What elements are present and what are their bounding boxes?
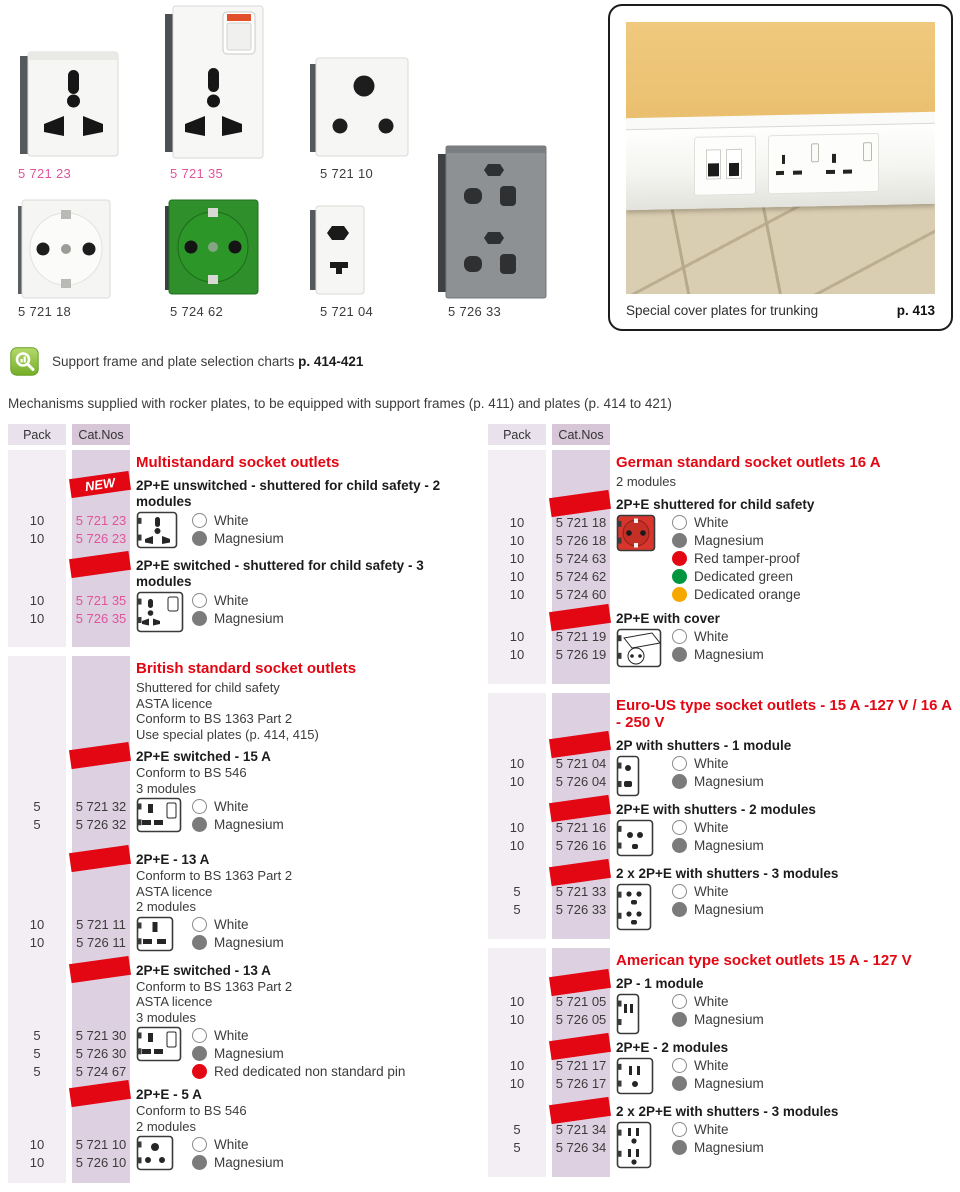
pack-quantity: 5 [513, 1122, 521, 1137]
color-dot-icon [672, 533, 687, 548]
new-badge [549, 489, 611, 516]
catalog-number: 5 726 32 [75, 816, 127, 832]
pack-quantity: 5 [513, 1140, 521, 1155]
color-dot-icon [192, 531, 207, 546]
color-label: Magnesium [694, 1140, 764, 1155]
table-section [488, 450, 954, 684]
catalog-number: 5 721 34 [555, 1122, 607, 1137]
selection-note-page-ref: p. 414-421 [298, 354, 364, 369]
right-product-table [488, 424, 954, 1186]
color-dot-icon [192, 1137, 207, 1152]
color-label: Magnesium [694, 533, 764, 548]
product-title: 2P+E unswitched - shuttered for child safety - 2 modules [136, 478, 441, 509]
product-thumbnail-icon [616, 628, 662, 671]
catalog-number: 5 721 23 [75, 512, 127, 528]
description-line: Use special plates (p. 414, 415) [136, 726, 319, 742]
product-row [8, 916, 470, 934]
color-dot-icon [192, 817, 207, 832]
photo-code-label: 5 721 23 [18, 166, 72, 181]
color-dot-icon [672, 587, 687, 602]
product-thumbnail-icon [136, 797, 182, 836]
product-row [8, 591, 470, 609]
product-thumbnail-icon [136, 1026, 182, 1065]
catnos-header-cell: Cat.Nos [72, 424, 130, 445]
product-row [488, 755, 954, 773]
product-row [488, 773, 954, 791]
product-row [488, 1121, 954, 1139]
product-group [8, 1087, 470, 1175]
color-dot-icon [672, 756, 687, 771]
color-dot-icon [672, 994, 687, 1009]
product-group [488, 1104, 954, 1169]
table-header [8, 424, 470, 445]
product-group [488, 976, 954, 1033]
product-row [488, 1011, 954, 1029]
product-title: 2P+E shuttered for child safety [616, 496, 815, 512]
catalog-number: 5 726 05 [555, 1012, 607, 1027]
feature-caption: Special cover plates for trunking [626, 302, 819, 318]
new-badge [549, 1032, 611, 1059]
product-row [8, 529, 470, 547]
catalog-number: 5 726 19 [555, 647, 607, 662]
pack-quantity: 5 [33, 798, 41, 814]
section-title: German standard socket outlets 16 A [616, 454, 881, 471]
product-row [488, 901, 954, 919]
product-group [488, 866, 954, 931]
catalog-number: 5 721 10 [75, 1136, 127, 1152]
catalog-number: 5 726 23 [75, 530, 127, 546]
product-row [488, 550, 954, 568]
catalog-number: 5 726 11 [76, 935, 126, 950]
feature-box [608, 4, 953, 331]
product-title: 2P+E - 13 A [136, 852, 210, 867]
color-label: Dedicated orange [694, 587, 801, 602]
photo-code-label: 5 721 10 [320, 166, 374, 181]
product-group [8, 749, 470, 845]
catalog-number: 5 721 17 [555, 1058, 607, 1073]
color-label: Red tamper-proof [694, 551, 800, 566]
product-photo-multistandard-2m [16, 48, 120, 163]
pack-quantity: 5 [33, 1063, 41, 1079]
pack-quantity: 5 [33, 1027, 41, 1043]
product-row [8, 1044, 470, 1062]
pack-quantity: 10 [29, 1136, 45, 1152]
description-line: Conform to BS 546 [136, 765, 247, 780]
pack-quantity: 5 [513, 884, 521, 899]
table-section [488, 948, 954, 1177]
product-title: 2P+E - 2 modules [616, 1039, 729, 1055]
product-title: 2P+E switched - 15 A [136, 749, 271, 764]
color-label: White [694, 756, 729, 771]
intro-note: Mechanisms supplied with rocker plates, to be equipped with support frames (p. 411) and plates (p. 414 to 421) [8, 396, 672, 411]
description-line: 3 modules [136, 1009, 196, 1025]
color-label: White [694, 1058, 729, 1073]
photo-code-label: 5 721 35 [170, 166, 224, 181]
catalog-number: 5 726 30 [75, 1045, 127, 1061]
product-group [8, 852, 470, 956]
catalog-number: 5 721 05 [555, 994, 607, 1009]
table-section [8, 450, 470, 647]
pack-quantity: 10 [29, 512, 45, 528]
photo-code-label: 5 721 04 [320, 304, 374, 319]
description-line: Conform to BS 1363 Part 2 [136, 978, 293, 994]
color-dot-icon [192, 593, 207, 608]
product-thumbnail-icon [616, 1057, 654, 1098]
color-label: White [214, 1027, 249, 1043]
catalog-number: 5 721 19 [555, 629, 607, 644]
product-row [8, 797, 470, 815]
product-row [8, 1135, 470, 1153]
pack-quantity: 10 [29, 610, 45, 626]
new-badge [549, 794, 611, 821]
new-badge [549, 858, 611, 885]
product-group [488, 738, 954, 795]
color-label: Magnesium [694, 647, 764, 662]
catalog-number: 5 721 11 [76, 917, 126, 932]
product-row [488, 883, 954, 901]
new-badge [549, 603, 611, 630]
pack-quantity: 5 [513, 902, 521, 917]
product-row [488, 1139, 954, 1157]
product-title: 2 x 2P+E with shutters - 3 modules [616, 865, 839, 881]
product-group [8, 474, 470, 551]
color-label: White [694, 994, 729, 1009]
selection-note-text: Support frame and plate selection charts [52, 354, 299, 369]
catalog-number: 5 726 35 [75, 610, 127, 626]
product-thumbnail-icon [616, 1121, 652, 1172]
photo-code-label: 5 724 62 [170, 304, 224, 319]
color-label: Magnesium [694, 838, 764, 853]
pack-header-cell: Pack [488, 424, 546, 445]
catalog-number: 5 726 18 [555, 533, 607, 548]
product-thumbnail-icon [136, 916, 174, 955]
pack-quantity: 10 [509, 515, 525, 530]
product-thumbnail-icon [616, 993, 640, 1038]
color-label: Magnesium [694, 774, 764, 789]
double-socket-plate [768, 133, 879, 194]
pack-header-cell: Pack [8, 424, 66, 445]
catalog-number: 5 721 30 [75, 1027, 127, 1043]
color-dot-icon [192, 1046, 207, 1061]
catalog-number: 5 726 10 [75, 1154, 127, 1170]
color-dot-icon [192, 935, 207, 950]
description-line: 2 modules [136, 899, 196, 914]
product-thumbnail-icon [616, 883, 652, 934]
product-row [488, 837, 954, 855]
new-badge [549, 1096, 611, 1123]
pack-quantity: 10 [509, 629, 525, 644]
product-row [488, 514, 954, 532]
description-line: 2 modules [136, 1118, 196, 1134]
product-row [8, 511, 470, 529]
pack-quantity: 10 [509, 838, 525, 853]
color-label: White [694, 820, 729, 835]
pack-quantity: 10 [509, 756, 525, 771]
left-product-table [8, 424, 470, 1192]
product-photo-german-schuko-green [163, 198, 260, 299]
product-row [8, 1062, 470, 1080]
color-label: Magnesium [214, 935, 284, 950]
pack-quantity: 10 [509, 820, 525, 835]
trunking-photo [626, 22, 935, 294]
color-label: Red dedicated non standard pin [214, 1063, 406, 1079]
product-photo-euro-us-double-magnesium [436, 144, 550, 303]
color-dot-icon [672, 1140, 687, 1155]
pack-quantity: 10 [509, 587, 525, 602]
product-row [488, 586, 954, 604]
color-dot-icon [192, 799, 207, 814]
color-dot-icon [672, 902, 687, 917]
color-dot-icon [192, 917, 207, 932]
catalog-number: 5 726 16 [555, 838, 607, 853]
color-label: Magnesium [214, 1154, 284, 1170]
product-title: 2P with shutters - 1 module [616, 737, 792, 753]
pack-quantity: 10 [509, 1076, 525, 1091]
product-thumbnail-icon [616, 755, 640, 800]
section-title: Multistandard socket outlets [136, 454, 340, 471]
pack-quantity: 10 [29, 1154, 45, 1170]
table-section [8, 656, 470, 1183]
pack-quantity: 10 [509, 1012, 525, 1027]
photo-code-label: 5 726 33 [448, 304, 502, 319]
product-row [8, 609, 470, 627]
catalog-number: 5 724 63 [555, 551, 607, 566]
product-thumbnail-icon [136, 591, 184, 636]
product-title: 2P+E switched - shuttered for child safety - 3 modules [136, 558, 424, 589]
description-line: Conform to BS 1363 Part 2 [136, 868, 293, 883]
product-row [488, 532, 954, 550]
product-row [488, 993, 954, 1011]
color-dot-icon [672, 774, 687, 789]
product-photo-british-round-pin [308, 56, 410, 161]
color-label: Magnesium [214, 530, 284, 546]
color-dot-icon [672, 515, 687, 530]
catalog-number: 5 726 33 [555, 902, 607, 917]
pack-quantity: 10 [509, 994, 525, 1009]
rj45-plate [694, 136, 756, 196]
catnos-header-cell: Cat.Nos [552, 424, 610, 445]
product-row [488, 568, 954, 586]
color-dot-icon [672, 1058, 687, 1073]
color-dot-icon [192, 1064, 207, 1079]
product-row [488, 1075, 954, 1093]
color-dot-icon [672, 1012, 687, 1027]
product-group [488, 611, 954, 676]
product-photo-euro-us-1m [308, 204, 366, 299]
new-badge [549, 730, 611, 757]
product-thumbnail-icon [136, 1135, 174, 1174]
product-group [488, 497, 954, 604]
table-section [488, 693, 954, 939]
product-photo-german-schuko-white [16, 198, 112, 303]
trunking-band [626, 122, 935, 210]
product-row [8, 1026, 470, 1044]
description-line: ASTA licence [136, 695, 213, 711]
product-photo-multistandard-3m-switched [163, 4, 265, 163]
color-label: Magnesium [214, 816, 284, 832]
color-label: White [214, 512, 249, 528]
color-label: White [214, 917, 249, 932]
catalog-number: 5 721 33 [555, 884, 607, 899]
product-title: 2 x 2P+E with shutters - 3 modules [616, 1103, 839, 1119]
pack-quantity: 5 [33, 1045, 41, 1061]
selection-note [10, 347, 363, 376]
product-row [488, 646, 954, 664]
color-label: White [694, 1122, 729, 1137]
pack-quantity: 5 [33, 816, 41, 832]
color-label: Magnesium [694, 1076, 764, 1091]
catalog-number: 5 721 35 [75, 592, 127, 608]
section-title: American type socket outlets 15 A - 127 V [616, 951, 912, 969]
catalog-number: 5 726 04 [555, 774, 607, 789]
product-thumbnail-icon [616, 514, 656, 555]
color-label: Magnesium [694, 1012, 764, 1027]
catalog-number: 5 724 62 [555, 569, 607, 584]
product-title: 2P+E with cover [616, 610, 720, 626]
description-line: Shuttered for child safety [136, 680, 280, 695]
color-dot-icon [192, 1155, 207, 1170]
pack-quantity: 10 [509, 1058, 525, 1073]
color-label: Dedicated green [694, 569, 794, 584]
product-row [488, 628, 954, 646]
catalog-number: 5 726 34 [555, 1140, 607, 1155]
color-dot-icon [672, 1122, 687, 1137]
product-group [488, 802, 954, 859]
section-title: Euro-US type socket outlets - 15 A -127 V / 16 A - 250 V [616, 696, 952, 731]
color-dot-icon [672, 884, 687, 899]
pack-quantity: 10 [509, 551, 525, 566]
color-label: White [694, 629, 729, 644]
pack-quantity: 10 [29, 917, 45, 932]
feature-page-ref: p. 413 [896, 302, 935, 318]
section-title: British standard socket outlets [136, 660, 357, 677]
color-label: Magnesium [214, 1045, 284, 1061]
product-row [8, 934, 470, 952]
pack-quantity: 10 [509, 569, 525, 584]
product-title: 2P+E with shutters - 2 modules [616, 801, 816, 817]
product-row [8, 1153, 470, 1171]
color-label: White [694, 884, 729, 899]
color-dot-icon [192, 611, 207, 626]
product-title: 2P+E - 5 A [136, 1087, 202, 1102]
color-dot-icon [672, 1076, 687, 1091]
catalog-number: 5 721 32 [75, 798, 127, 814]
product-group [8, 558, 470, 639]
new-badge [549, 968, 611, 995]
catalog-number: 5 726 17 [555, 1076, 607, 1091]
color-label: White [214, 1136, 249, 1152]
color-dot-icon [192, 1028, 207, 1043]
description-line: 2 modules [616, 474, 676, 489]
catalog-number: 5 724 67 [75, 1063, 127, 1079]
product-row [488, 819, 954, 837]
color-dot-icon [192, 513, 207, 528]
catalog-number: 5 721 04 [555, 756, 607, 771]
product-row [8, 815, 470, 833]
new-badge [69, 551, 131, 578]
product-thumbnail-icon [136, 511, 178, 552]
catalog-number: 5 724 60 [555, 587, 607, 602]
product-thumbnail-icon [616, 819, 654, 860]
product-group [488, 1040, 954, 1097]
color-label: White [214, 798, 249, 814]
color-label: Magnesium [214, 610, 284, 626]
catalog-number: 5 721 18 [555, 515, 607, 530]
catalog-number: 5 721 16 [555, 820, 607, 835]
color-dot-icon [672, 838, 687, 853]
pack-quantity: 10 [29, 935, 45, 950]
pack-quantity: 10 [509, 647, 525, 662]
color-label: White [214, 592, 249, 608]
color-dot-icon [672, 551, 687, 566]
product-row [488, 1057, 954, 1075]
color-dot-icon [672, 647, 687, 662]
new-badge: NEW [69, 471, 131, 498]
pack-quantity: 10 [509, 533, 525, 548]
magnifier-chart-icon [10, 347, 39, 376]
description-line: Conform to BS 1363 Part 2 [136, 711, 293, 726]
description-line: 3 modules [136, 780, 196, 796]
product-title: 2P - 1 module [616, 975, 704, 991]
product-group [8, 963, 470, 1081]
color-label: White [694, 515, 729, 530]
photo-code-label: 5 721 18 [18, 304, 72, 319]
table-header [488, 424, 954, 445]
tile-floor [626, 202, 935, 294]
pack-quantity: 10 [29, 530, 45, 546]
pack-quantity: 10 [29, 592, 45, 608]
product-title: 2P+E switched - 13 A [136, 962, 271, 978]
color-label: Magnesium [694, 902, 764, 917]
description-line: ASTA licence [136, 994, 213, 1009]
color-dot-icon [672, 569, 687, 584]
pack-quantity: 10 [509, 774, 525, 789]
color-dot-icon [672, 629, 687, 644]
description-line: Conform to BS 546 [136, 1103, 247, 1118]
color-dot-icon [672, 820, 687, 835]
description-line: ASTA licence [136, 883, 213, 899]
